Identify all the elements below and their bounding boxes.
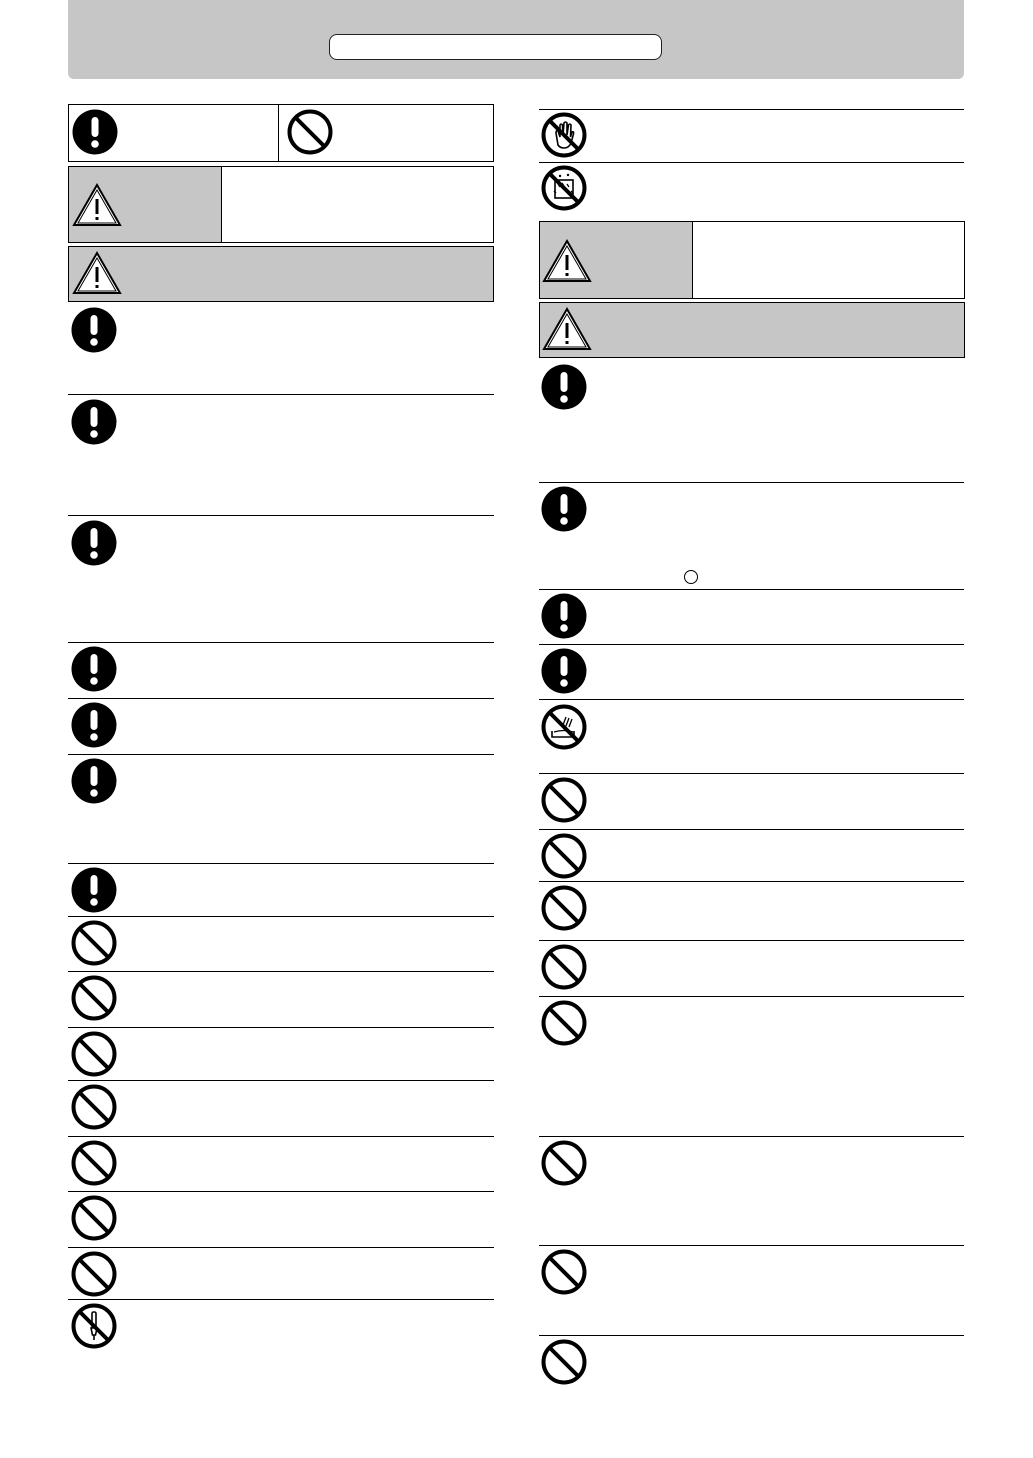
legend-box: [68, 104, 494, 162]
mandatory-exclamation-icon: [540, 363, 588, 411]
item-divider: [539, 589, 964, 590]
prohibition-circle-icon: [70, 919, 118, 967]
prohibition-circle-icon: [540, 943, 588, 991]
circled-mark-icon: [684, 570, 698, 584]
warning-triangle-icon: [71, 182, 123, 228]
item-divider: [539, 940, 964, 941]
prohibition-circle-icon: [540, 1139, 588, 1187]
item-divider: [68, 1247, 494, 1248]
item-divider: [68, 1299, 494, 1300]
header-title-box: [329, 34, 662, 60]
prohibition-circle-icon: [70, 1250, 118, 1298]
prohibition-circle-icon: [540, 832, 588, 880]
mandatory-exclamation-icon: [70, 306, 118, 354]
item-divider: [68, 1191, 494, 1192]
prohibition-circle-icon: [70, 1030, 118, 1078]
item-divider: [68, 1136, 494, 1137]
item-divider: [539, 773, 964, 774]
mandatory-exclamation-icon: [70, 866, 118, 914]
warning-triangle-icon: [541, 238, 593, 284]
mandatory-exclamation-icon: [70, 398, 118, 446]
item-divider: [539, 1335, 964, 1336]
no-water-icon: [540, 164, 588, 212]
item-divider: [539, 644, 964, 645]
prohibition-circle-icon: [286, 108, 334, 156]
mandatory-exclamation-icon: [540, 647, 588, 695]
warning-definition-divider: [221, 166, 222, 243]
item-divider: [68, 916, 494, 917]
mandatory-exclamation-icon: [70, 519, 118, 567]
item-divider: [68, 642, 494, 643]
item-divider: [539, 881, 964, 882]
legend-divider: [278, 104, 279, 162]
no-disassemble-icon: [70, 1302, 118, 1350]
mandatory-exclamation-icon: [540, 592, 588, 640]
warning-triangle-icon: [71, 250, 123, 296]
prohibition-circle-icon: [540, 776, 588, 824]
mandatory-exclamation-icon: [540, 485, 588, 533]
prohibition-circle-icon: [540, 884, 588, 932]
item-divider: [68, 971, 494, 972]
item-divider: [68, 515, 494, 516]
item-divider: [539, 109, 964, 110]
prohibition-circle-icon: [70, 1083, 118, 1131]
prohibition-circle-icon: [70, 974, 118, 1022]
warning-triangle-icon: [541, 306, 593, 352]
item-divider: [68, 1080, 494, 1081]
item-divider: [539, 482, 964, 483]
no-touch-hand-icon: [540, 111, 588, 159]
prohibition-circle-icon: [540, 1338, 588, 1386]
prohibition-circle-icon: [70, 1139, 118, 1187]
exclamation-circle-icon: [71, 108, 119, 156]
mandatory-exclamation-icon: [70, 757, 118, 805]
mandatory-exclamation-icon: [70, 701, 118, 749]
caution-section-header: [539, 302, 965, 358]
no-wet-environment-icon: [540, 703, 588, 751]
prohibition-circle-icon: [540, 999, 588, 1047]
item-divider: [68, 698, 494, 699]
item-divider: [539, 996, 964, 997]
prohibition-circle-icon: [540, 1248, 588, 1296]
item-divider: [68, 1027, 494, 1028]
item-divider: [68, 863, 494, 864]
item-divider: [539, 829, 964, 830]
caution-definition-divider: [692, 221, 693, 299]
prohibition-circle-icon: [70, 1194, 118, 1242]
warning-section-header: [68, 246, 494, 302]
item-divider: [539, 162, 964, 163]
item-divider: [539, 1136, 964, 1137]
mandatory-exclamation-icon: [70, 645, 118, 693]
item-divider: [539, 1245, 964, 1246]
item-divider: [539, 699, 964, 700]
item-divider: [68, 754, 494, 755]
item-divider: [68, 394, 494, 395]
